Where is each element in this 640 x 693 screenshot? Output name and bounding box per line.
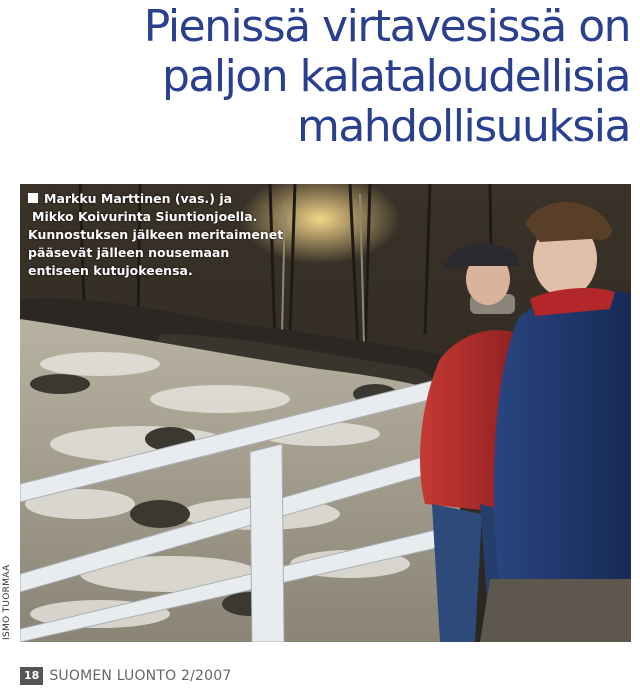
caption-line-2: Mikko Koivurinta Siuntionjoella. xyxy=(32,209,258,224)
headline-line-3: mahdollisuuksia xyxy=(296,101,630,152)
article-headline xyxy=(10,2,630,152)
magazine-issue: SUOMEN LUONTO 2/2007 xyxy=(49,668,232,684)
page-footer xyxy=(20,666,231,686)
caption-bullet-square xyxy=(28,193,38,203)
photo-caption xyxy=(28,190,328,280)
caption-line-5: entiseen kutujokeensa. xyxy=(28,263,193,278)
headline-line-1: Pienissä virtavesissä on xyxy=(143,1,630,52)
caption-line-4: pääsevät jälleen nousemaan xyxy=(28,245,230,260)
photo-credit: ISMO TUORMAA xyxy=(2,564,12,640)
caption-line-3: Kunnostuksen jälkeen meritaimenet xyxy=(28,227,284,242)
caption-line-1: Markku Marttinen (vas.) ja xyxy=(44,191,233,206)
article-photo xyxy=(20,184,631,642)
page-number: 18 xyxy=(20,667,43,685)
headline-line-2: paljon kalataloudellisia xyxy=(161,51,630,102)
